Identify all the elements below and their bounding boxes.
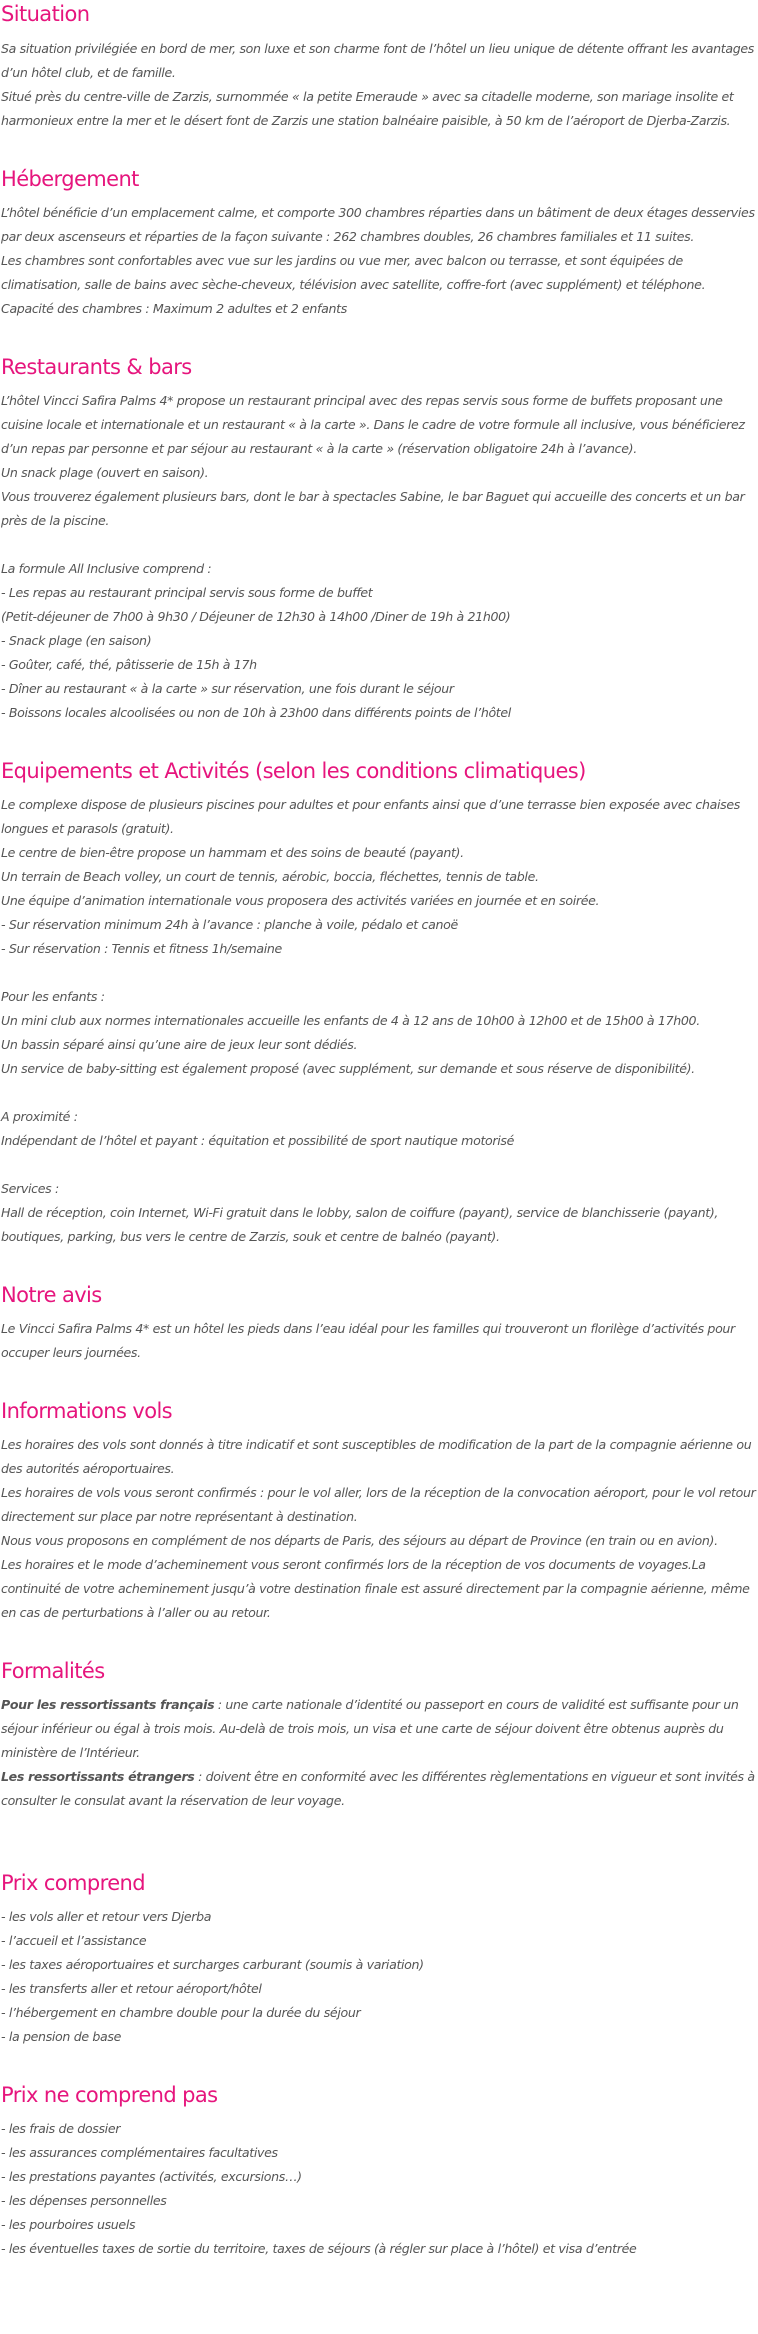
section-body-vols [1,1433,758,1625]
paragraph: Situé près du centre-ville de Zarzis, surnommée « la petite Emeraude » avec sa citadelle moderne, son mariage insolite et harmonieux entre la mer et le désert font de Zarzis une station balnéaire paisible, à 50 km de l’aéroport de Djerba-Zarzis. [1,89,734,128]
list-item: - les vols aller et retour vers Djerba [1,1909,212,1924]
list-item: - Boissons locales alcoolisées ou non de 10h à 23h00 dans différents points de l’hôtel [1,705,511,720]
section-body-situation [1,37,758,133]
paragraph: Vous trouverez également plusieurs bars, dont le bar à spectacles Sabine, le bar Baguet qui accueille des concerts et un bar près de la piscine. [1,489,745,528]
section-title-vols: Informations vols [1,1399,173,1423]
paragraph: Les horaires des vols sont donnés à titre indicatif et sont susceptibles de modification de la part de la compagnie aérienne ou des autorités aéroportuaires. [1,1437,752,1476]
paragraph: L’hôtel Vincci Safira Palms 4* propose un restaurant principal avec des repas servis sous forme de buffets proposant une cuisine locale et internationale et un restaurant « à la carte ». Dans le cadre de votre formule all inclusive, vous bénéficierez d’un repas par personne et par séjour au restaurant « à la carte » (réservation obligatoire 24h à l’avance). [1,393,745,456]
section-title-situation: Situation [1,2,90,26]
paragraph: Indépendant de l’hôtel et payant : équitation et possibilité de sport nautique motorisé [1,1133,514,1148]
list-item: - Dîner au restaurant « à la carte » sur réservation, une fois durant le séjour [1,681,454,696]
paragraph [1,1765,758,1813]
paragraph: Un bassin séparé ainsi qu’une aire de jeux leur sont dédiés. [1,1037,358,1052]
list-item: - les dépenses personnelles [1,2193,167,2208]
enfants-title: Pour les enfants : [1,989,105,1004]
section-title-restaurants: Restaurants & bars [1,355,192,379]
list-item: - les prestations payantes (activités, excursions…) [1,2169,302,2184]
text-etrangers: : doivent être en conformité avec les différentes règlementations en vigueur et sont invités à consulter le consulat avant la réservation de leur voyage. [1,1769,755,1808]
list-item: - les pourboires usuels [1,2217,136,2232]
proximite-title: A proximité : [1,1109,78,1124]
section-body-prix-comprend [1,1905,758,2049]
paragraph: Les horaires et le mode d’acheminement vous seront confirmés lors de la réception de vos documents de voyages.La continuité de votre acheminement jusqu’à votre destination finale est assuré directement par la compagnie aérienne, même en cas de perturbations à l’aller ou au retour. [1,1557,750,1620]
paragraph: Une équipe d’animation internationale vous proposera des activités variées en journée et en soirée. [1,893,600,908]
list-item: (Petit-déjeuner de 7h00 à 9h30 / Déjeuner de 12h30 à 14h00 /Diner de 19h à 21h00) [1,609,511,624]
paragraph: Les horaires de vols vous seront confirmés : pour le vol aller, lors de la réception de la convocation aéroport, pour le vol retour directement sur place par notre représentant à destination. [1,1485,756,1524]
section-title-avis: Notre avis [1,1283,102,1307]
label-etrangers: Les ressortissants étrangers [1,1769,195,1784]
paragraph: Nous vous proposons en complément de nos départs de Paris, des séjours au départ de Province (en train ou en avion). [1,1533,718,1548]
list-item: - les taxes aéroportuaires et surcharges carburant (soumis à variation) [1,1957,424,1972]
paragraph: Un snack plage (ouvert en saison). [1,465,209,480]
list-item: - la pension de base [1,2029,122,2044]
paragraph: - Sur réservation minimum 24h à l’avance : planche à voile, pédalo et canoë [1,917,458,932]
section-body-avis [1,1317,758,1365]
paragraph [1,1693,758,1765]
paragraph: Le complexe dispose de plusieurs piscines pour adultes et pour enfants ainsi que d’une terrasse bien exposée avec chaises longues et parasols (gratuit). [1,797,740,836]
section-title-formalites: Formalités [1,1659,105,1683]
paragraph: Un mini club aux normes internationales accueille les enfants de 4 à 12 ans de 10h00 à 12h00 et de 15h00 à 17h00. [1,1013,700,1028]
section-title-hebergement: Hébergement [1,167,139,191]
services-title: Services : [1,1181,59,1196]
list-item: - l’accueil et l’assistance [1,1933,147,1948]
section-body-equipements [1,793,758,1249]
paragraph: Sa situation privilégiée en bord de mer, son luxe et son charme font de l’hôtel un lieu unique de détente offrant les avantages d’un hôtel club, et de famille. [1,41,754,80]
list-item: - les éventuelles taxes de sortie du territoire, taxes de séjours (à régler sur place à l’hôtel) et visa d’entrée [1,2241,637,2256]
list-item: - les assurances complémentaires facultatives [1,2145,278,2160]
list-item: - Snack plage (en saison) [1,633,152,648]
section-title-prix-comprend: Prix comprend [1,1871,145,1895]
paragraph: L’hôtel bénéficie d’un emplacement calme, et comporte 300 chambres réparties dans un bâtiment de deux étages desservies par deux ascenseurs et réparties de la façon suivante : 262 chambres doubles, 26 chambres familiales et 11 suites. [1,205,755,244]
paragraph: Capacité des chambres : Maximum 2 adultes et 2 enfants [1,301,347,316]
paragraph: Le centre de bien-être propose un hammam et des soins de beauté (payant). [1,845,464,860]
all-inclusive-title: La formule All Inclusive comprend : [1,561,212,576]
paragraph: Un service de baby-sitting est également proposé (avec supplément, sur demande et sous réserve de disponibilité). [1,1061,695,1076]
section-body-formalites [1,1693,758,1813]
section-body-hebergement [1,201,758,321]
paragraph: Un terrain de Beach volley, un court de tennis, aérobic, boccia, fléchettes, tennis de table. [1,869,539,884]
paragraph: - Sur réservation : Tennis et fitness 1h/semaine [1,941,282,956]
paragraph: Le Vincci Safira Palms 4* est un hôtel les pieds dans l’eau idéal pour les familles qui trouveront un florilège d’activités pour occuper leurs journées. [1,1321,735,1360]
list-item: - les transferts aller et retour aéroport/hôtel [1,1981,262,1996]
label-francais: Pour les ressortissants français [1,1697,215,1712]
list-item: - les frais de dossier [1,2121,121,2136]
list-item: - Goûter, café, thé, pâtisserie de 15h à 17h [1,657,257,672]
paragraph: Les chambres sont confortables avec vue sur les jardins ou vue mer, avec balcon ou terrasse, et sont équipées de climatisation, salle de bains avec sèche-cheveux, télévision avec satellite, coffre-fort (avec supplément) et téléphone. [1,253,706,292]
list-item: - l’hébergement en chambre double pour la durée du séjour [1,2005,361,2020]
text-francais: : une carte nationale d’identité ou passeport en cours de validité est suffisante pour un séjour inférieur ou égal à trois mois. Au-delà de trois mois, un visa et une carte de séjour doivent être obtenus auprès du ministère de l’Intérieur. [1,1697,739,1760]
section-body-restaurants [1,389,758,725]
paragraph: Hall de réception, coin Internet, Wi-Fi gratuit dans le lobby, salon de coiffure (payant), service de blanchisserie (payant), boutiques, parking, bus vers le centre de Zarzis, souk et centre de balnéo (payant). [1,1205,719,1244]
list-item: - Les repas au restaurant principal servis sous forme de buffet [1,585,373,600]
section-title-equipements: Equipements et Activités (selon les conditions climatiques) [1,759,586,783]
section-body-prix-ne-comprend [1,2117,758,2261]
section-title-prix-ne-comprend: Prix ne comprend pas [1,2083,218,2107]
